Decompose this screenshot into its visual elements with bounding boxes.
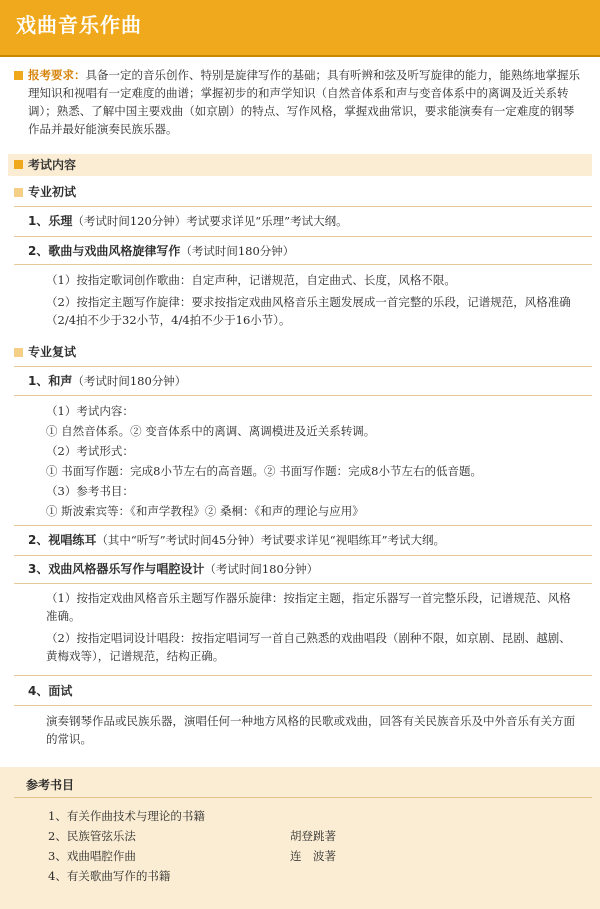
reference-author: 连 波著	[290, 849, 336, 863]
item-rest: （考试时间180分钟）	[72, 374, 187, 388]
divider	[14, 797, 592, 798]
divider	[14, 395, 592, 396]
item-head: 2、视唱练耳	[28, 533, 97, 547]
exam-section-title: 考试内容	[28, 158, 77, 172]
intro-label: 报考要求：	[28, 68, 86, 82]
divider	[14, 236, 592, 237]
divider	[14, 675, 592, 676]
divider	[14, 264, 592, 265]
prelim-item-2	[28, 242, 584, 260]
bullet-square-icon	[14, 188, 23, 197]
retest-item-1-l2: ① 自然音体系。② 变音体系中的离调、离调模进及近关系转调。	[46, 424, 376, 438]
title-bar	[0, 0, 600, 57]
item-head: 1、和声	[28, 374, 73, 388]
reference-item: 1、有关作曲技术与理论的书籍	[48, 809, 205, 823]
retest-item-3-p1: （1）按指定戏曲风格音乐主题写作器乐旋律：按指定主题，指定乐器写一首完整乐段，记谱规范、风格准确。	[46, 591, 571, 623]
retest-item-1-l3: （2）考试形式：	[46, 444, 134, 458]
retest-item-1-l5: （3）参考书目：	[46, 484, 134, 498]
exam-section-bar	[8, 154, 592, 176]
item-head: 4、面试	[28, 684, 73, 698]
retest-item-3	[28, 560, 584, 578]
divider	[14, 555, 592, 556]
references-title: 参考书目	[26, 778, 75, 792]
item-head: 1、乐理	[28, 214, 73, 228]
retest-item-4-p1: 演奏钢琴作品或民族乐器，演唱任何一种地方风格的民歌或戏曲，回答有关民族音乐及中外音乐有关方面的常识。	[46, 714, 575, 746]
item-rest: （考试时间180分钟）	[204, 562, 319, 576]
retest-item-1-l6: ① 斯波索宾等：《和声学教程》② 桑桐：《和声的理论与应用》	[46, 504, 364, 518]
item-rest: （考试时间120分钟）考试要求详见“乐理”考试大纲。	[72, 214, 348, 228]
intro-text: 具备一定的音乐创作、特别是旋律写作的基础；具有听辨和弦及听写旋律的能力，能熟练地掌握乐理知识和视唱有一定难度的曲谱；掌握初步的和声学知识（自然音体系和声与变音体系中的离调及近关系转调）；熟悉、了解中国主要戏曲（如京剧）的特点、写作风格，掌握戏曲常识，要求能演奏有一定难度的钢琴作品并最好能演奏民族乐器。	[28, 68, 580, 136]
retest-item-4	[28, 682, 584, 700]
divider	[14, 583, 592, 584]
item-head: 2、歌曲与戏曲风格旋律写作	[28, 244, 181, 258]
retest-item-1-l4: ① 书面写作题：完成8小节左右的高音题。② 书面写作题：完成8小节左右的低音题。	[46, 464, 482, 478]
retest-item-1-l1: （1）考试内容：	[46, 404, 134, 418]
retest-item-1	[28, 372, 584, 390]
bullet-square-icon	[14, 348, 23, 357]
item-rest: （考试时间180分钟）	[180, 244, 295, 258]
item-head: 3、戏曲风格器乐写作与唱腔设计	[28, 562, 205, 576]
divider	[14, 705, 592, 706]
retest-title: 专业复试	[28, 345, 77, 359]
prelim-item-1	[28, 212, 584, 230]
retest-item-3-p2: （2）按指定唱词设计唱段：按指定唱词写一首自己熟悉的戏曲唱段（剧种不限，如京剧、昆剧、越剧、黄梅戏等），记谱规范，结构正确。	[46, 631, 571, 663]
divider	[14, 366, 592, 367]
bullet-square-icon	[14, 160, 23, 169]
prelim-item-2-p2: （2）按指定主题写作旋律：要求按指定戏曲风格音乐主题发展成一首完整的乐段，记谱规范，风格准确（2/4拍不少于32小节，4/4拍不少于16小节）。	[46, 295, 571, 327]
prelim-title: 专业初试	[28, 185, 77, 199]
retest-item-2	[28, 531, 584, 549]
reference-item: 3、戏曲唱腔作曲	[48, 849, 136, 863]
divider	[14, 206, 592, 207]
divider	[14, 525, 592, 526]
intro-paragraph	[28, 66, 584, 138]
bullet-square-icon	[14, 71, 23, 80]
item-rest: （其中“听写”考试时间45分钟）考试要求详见“视唱练耳”考试大纲。	[96, 533, 446, 547]
reference-item: 2、民族管弦乐法	[48, 829, 136, 843]
page-title: 戏曲音乐作曲	[16, 13, 142, 37]
reference-author: 胡登跳著	[290, 829, 336, 843]
reference-item: 4、有关歌曲写作的书籍	[48, 869, 171, 883]
prelim-item-2-p1: （1）按指定歌词创作歌曲：自定声种，记谱规范，自定曲式、长度，风格不限。	[46, 273, 456, 287]
